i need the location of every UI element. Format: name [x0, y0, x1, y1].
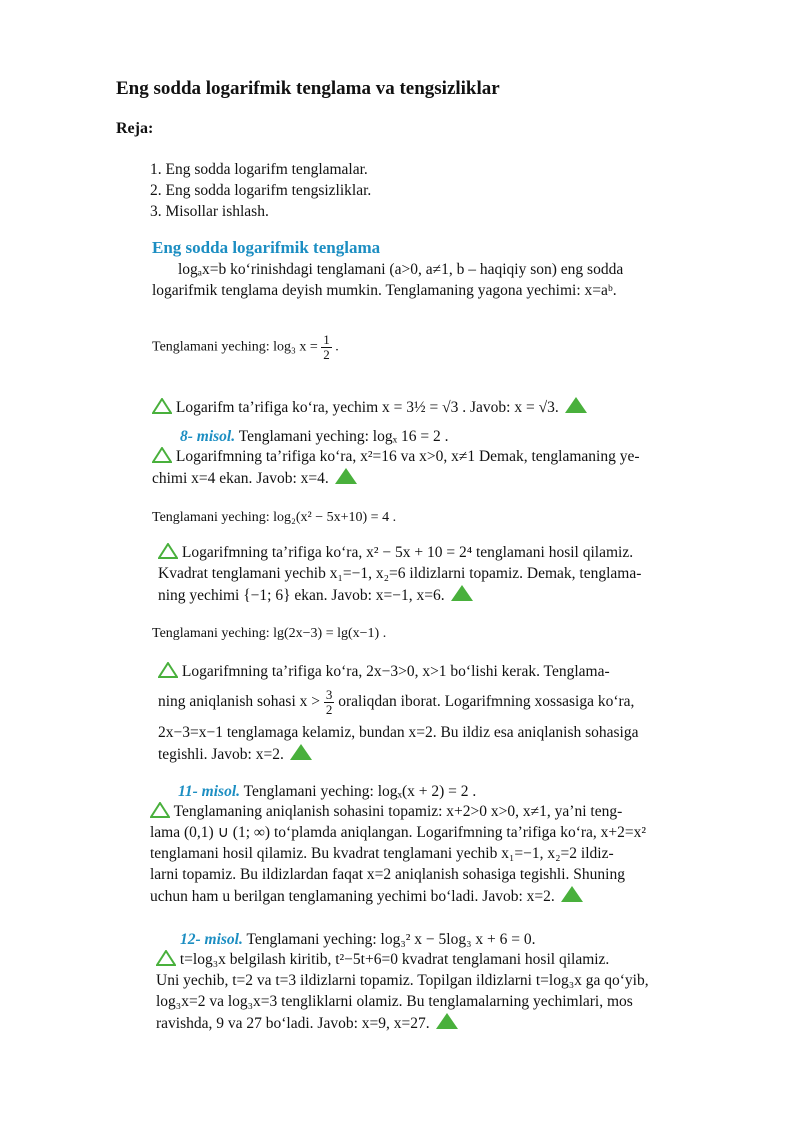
plan-item: 1. Eng sodda logarifm tenglamalar.	[150, 161, 368, 178]
triangle-filled-icon	[436, 1013, 458, 1029]
example-solution: t=log₃x belgilash kiritib, t²−5t+6=0 kvadrat tenglamani hosil qilamiz.	[156, 949, 609, 971]
triangle-filled-icon	[335, 468, 357, 484]
example-solution: tegishli. Javob: x=2.	[158, 743, 314, 766]
plan-item: 3. Misollar ishlash.	[150, 203, 269, 220]
example-task: Tenglamani yeching: log₃ x = $\frac{1}{2}$ .	[152, 332, 339, 362]
plan-item: 2. Eng sodda logarifm tengsizliklar.	[150, 182, 372, 199]
example-task: Tenglamani yeching: log₂(x² − 5x+10) = 4 .	[152, 510, 397, 525]
triangle-outline-icon	[152, 398, 172, 414]
example-8: 8- misol. Tenglamani yeching: logₓ 16 = 2 .	[180, 428, 449, 445]
triangle-filled-icon	[451, 585, 473, 601]
example-solution: Tenglamaning aniqlanish sohasini topamiz: x+2>0 x>0, x≠1, ya’ni teng-	[150, 801, 622, 823]
example-solution: 2x−3=x−1 tenglamaga kelamiz, bundan x=2. Bu ildiz esa aniqlanish sohasiga	[158, 724, 639, 741]
plan-label: Reja:	[116, 120, 154, 137]
triangle-outline-icon	[156, 950, 176, 966]
example-solution: Logarifmning ta’rifiga ko‘ra, 2x−3>0, x>1 bo‘lishi kerak. Tenglama-	[158, 661, 610, 683]
example-solution: ning yechimi {−1; 6} ekan. Javob: x=−1, x=6.	[158, 584, 475, 607]
example-solution: chimi x=4 ekan. Javob: x=4.	[152, 467, 359, 490]
triangle-outline-icon	[158, 543, 178, 559]
triangle-filled-icon	[565, 397, 587, 413]
triangle-filled-icon	[290, 744, 312, 760]
example-solution: ning aniqlanish sohasi x > $\frac{3}{2}$ oraliqdan iborat. Logarifmning xossasiga ko‘ra,	[158, 687, 635, 717]
example-solution: log₃x=2 va log₃x=3 tengliklarni olamiz. Bu tenglamalarning yechimlari, mos	[156, 993, 633, 1010]
plan-list	[150, 159, 371, 222]
example-label: 8- misol.	[180, 428, 236, 445]
example-task: Tenglamani yeching: lg(2x−3) = lg(x−1) .	[152, 626, 387, 641]
triangle-outline-icon	[152, 447, 172, 463]
definition-line: logarifmik tenglama deyish mumkin. Tenglamaning yagona yechimi: x=aᵇ.	[152, 282, 617, 299]
fraction: $\frac{1}{2}$	[323, 332, 330, 362]
example-label: 12- misol.	[180, 931, 243, 948]
example-label: 11- misol.	[178, 783, 241, 800]
example-solution: lama (0,1) ∪ (1; ∞) to‘plamda aniqlangan. Logarifmning ta’rifiga ko‘ra, x+2=x²	[150, 824, 647, 841]
example-solution: Kvadrat tenglamani yechib x₁=−1, x₂=6 ildizlarni topamiz. Demak, tenglama-	[158, 565, 642, 582]
example-12: 12- misol. Tenglamani yeching: log₃² x − 5log₃ x + 6 = 0.	[180, 931, 536, 948]
example-solution: Logarifmning ta’rifiga ko‘ra, x² − 5x + 10 = 2⁴ tenglamani hosil qilamiz.	[158, 542, 633, 564]
example-solution: Logarifmning ta’rifiga ko‘ra, x²=16 va x>0, x≠1 Demak, tenglamaning ye-	[152, 446, 640, 468]
page-title: Eng sodda logarifmik tenglama va tengsizliklar	[116, 78, 500, 99]
example-solution: tenglamani hosil qilamiz. Bu kvadrat tenglamani yechib x₁=−1, x₂=2 ildiz-	[150, 845, 614, 862]
example-solution: larni topamiz. Bu ildizlardan faqat x=2 aniqlanish sohasiga tegishli. Shuning	[150, 866, 625, 883]
example-solution: Logarifm ta’rifiga ko‘ra, yechim x = 3½ = √3 . Javob: x = √3.	[152, 396, 589, 419]
definition-line: logₐx=b ko‘rinishdagi tenglamani (a>0, a≠1, b – haqiqiy son) eng sodda	[178, 261, 624, 278]
example-solution: ravishda, 9 va 27 bo‘ladi. Javob: x=9, x=27.	[156, 1012, 460, 1035]
example-solution: uchun ham u berilgan tenglamaning yechimi bo‘ladi. Javob: x=2.	[150, 885, 585, 908]
fraction: $\frac{3}{2}$	[325, 687, 333, 717]
triangle-filled-icon	[561, 886, 583, 902]
textbook-heading: Eng sodda logarifmik tenglama	[152, 238, 381, 257]
example-solution: Uni yechib, t=2 va t=3 ildizlarni topamiz. Topilgan ildizlarni t=log₃x ga qo‘yib,	[156, 972, 649, 989]
triangle-outline-icon	[158, 662, 178, 678]
example-11: 11- misol. Tenglamani yeching: logₓ(x + 2) = 2 .	[178, 783, 477, 800]
triangle-outline-icon	[150, 802, 170, 818]
